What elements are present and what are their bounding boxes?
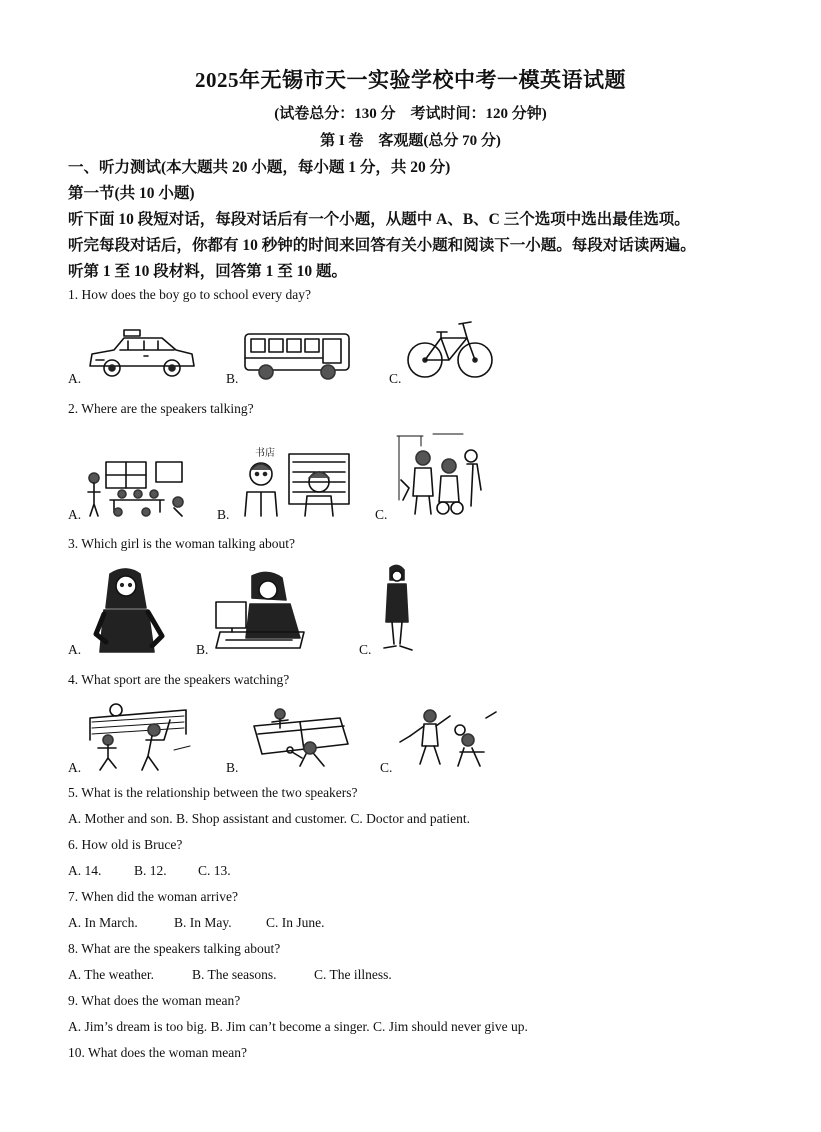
q2-option-b-label: B. [217,507,230,522]
question-2-stem: 2. Where are the speakers talking? [68,401,254,416]
q3-option-c-label: C. [359,642,372,657]
question-10-stem: 10. What does the woman mean? [68,1045,247,1060]
q1-option-a-label: A. [68,371,82,386]
question-8-stem: 8. What are the speakers talking about? [68,941,281,956]
question-1-stem: 1. How does the boy go to school every day? [68,287,311,302]
question-5-stem: 5. What is the relationship between the two speakers? [68,785,358,800]
instruction-line-3: 听第 1 至 10 段材料，回答第 1 至 10 题。 [68,263,348,280]
question-4-stem: 4. What sport are the speakers watching? [68,672,290,687]
instruction-line-1: 听下面 10 段短对话，每段对话后有一个小题，从题中 A、B、C 三个选项中选出最佳选项。 [68,211,690,228]
question-5-options: A. Mother and son. B. Shop assistant and customer. C. Doctor and patient. [68,811,470,826]
section-heading: 一、听力测试(本大题共 20 小题，每小题 1 分，共 20 分) [68,159,451,176]
question-9-options: A. Jim’s dream is too big. B. Jim can’t become a singer. C. Jim should never give up. [68,1019,528,1034]
q4-option-a-label: A. [68,760,82,775]
question-7-stem: 7. When did the woman arrive? [68,889,238,904]
bus-icon [242,330,354,382]
bicycle-icon [405,318,495,382]
market-picture [393,430,487,518]
q4-option-b-label: B. [226,760,239,775]
q2-option-a-label: A. [68,507,82,522]
question-9-stem: 9. What does the woman mean? [68,993,241,1008]
bookstore-sign: 书店 [255,448,275,459]
q4-option-c-label: C. [380,760,393,775]
bookstore-picture [233,444,353,518]
basketball-picture [396,708,500,770]
page-title: 2025年无锡市天一实验学校中考一模英语试题 [195,68,626,92]
question-3-stem: 3. Which girl is the woman talking about? [68,536,295,551]
taxi-icon [84,328,198,382]
classroom-picture [84,456,190,518]
long-hair-girl-picture [88,564,168,654]
q7-option-c: C. In June. [266,915,325,930]
volleyball-picture [86,700,196,772]
q8-option-b: B. The seasons. [192,967,277,982]
question-6-stem: 6. How old is Bruce? [68,837,183,852]
q2-option-c-label: C. [375,507,388,522]
q6-option-c: C. 13. [198,863,231,878]
q1-option-b-label: B. [226,371,239,386]
girl-at-computer-picture [212,568,308,652]
q3-option-b-label: B. [196,642,209,657]
table-tennis-picture [244,704,352,770]
q3-option-a-label: A. [68,642,82,657]
q7-option-a: A. In March. [68,915,138,930]
q6-option-b: B. 12. [134,863,167,878]
q8-option-a: A. The weather. [68,967,154,982]
q8-option-c: C. The illness. [314,967,392,982]
part-heading: 第一节(共 10 小题) [68,185,195,202]
q1-option-c-label: C. [389,371,402,386]
volume-heading: 第 I 卷 客观题(总分 70 分) [320,133,501,149]
q6-option-a: A. 14. [68,863,102,878]
small-girl-picture [376,562,416,654]
exam-info: (试卷总分：130 分 考试时间：120 分钟) [274,106,547,122]
instruction-line-2: 听完每段对话后，你都有 10 秒钟的时间来回答有关小题和阅读下一小题。每段对话读两遍。 [68,237,696,254]
q7-option-b: B. In May. [174,915,232,930]
